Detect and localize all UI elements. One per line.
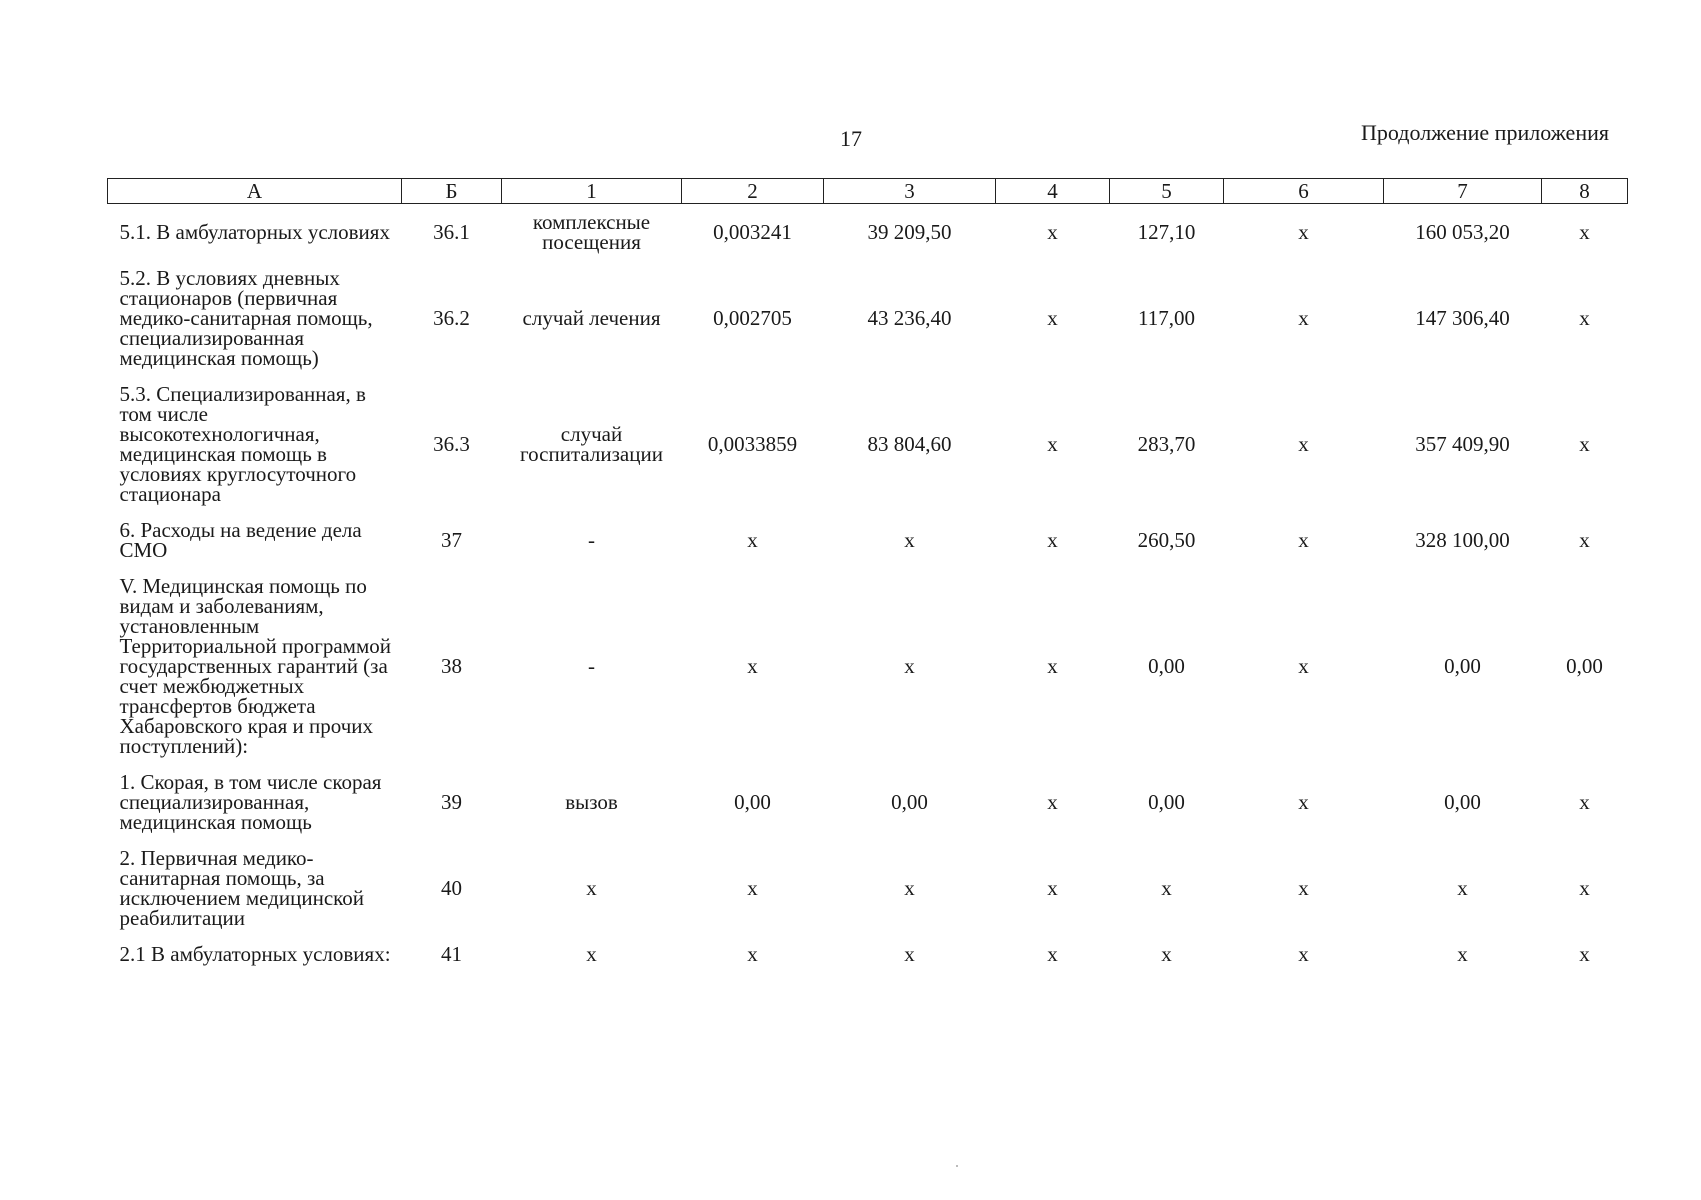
row-unit: комплексные посещения bbox=[532, 210, 651, 254]
row-value: 127,10 bbox=[1137, 220, 1196, 244]
row-code: 37 bbox=[441, 528, 462, 552]
row-value: х bbox=[1047, 942, 1058, 966]
column-header: 3 bbox=[824, 179, 996, 204]
table-row bbox=[108, 204, 1628, 261]
row-value: х bbox=[1047, 876, 1058, 900]
row-value: 160 053,20 bbox=[1415, 220, 1510, 244]
row-value: х bbox=[1579, 790, 1590, 814]
row-value: 0,00 bbox=[734, 790, 771, 814]
row-value: х bbox=[1579, 942, 1590, 966]
table-row bbox=[108, 260, 1628, 376]
row-code: 38 bbox=[441, 654, 462, 678]
row-name: 5.3. Специализированная, в том числе высокотехнологичная, медицинская помощь в условиях круглосуточного стационара bbox=[119, 382, 366, 506]
row-value: х bbox=[1161, 876, 1172, 900]
table-row bbox=[108, 568, 1628, 764]
row-value: х bbox=[747, 876, 758, 900]
row-unit: - bbox=[588, 654, 595, 678]
row-value: 43 236,40 bbox=[867, 306, 952, 330]
row-value: х bbox=[904, 528, 915, 552]
row-value: х bbox=[1298, 790, 1309, 814]
row-code: 39 bbox=[441, 790, 462, 814]
row-name: 2. Первичная медико-санитарная помощь, за исключением медицинской реабилитации bbox=[119, 846, 365, 930]
row-value: х bbox=[1579, 220, 1590, 244]
row-value: 283,70 bbox=[1137, 432, 1196, 456]
row-unit: случай лечения bbox=[522, 306, 661, 330]
column-header: 7 bbox=[1384, 179, 1542, 204]
row-value: х bbox=[1047, 528, 1058, 552]
row-unit: - bbox=[588, 528, 595, 552]
row-value: х bbox=[1298, 432, 1309, 456]
row-value: х bbox=[1298, 306, 1309, 330]
row-unit: вызов bbox=[565, 790, 618, 814]
row-name: 5.2. В условиях дневных стационаров (первичная медико-санитарная помощь, специализированная медицинская помощь) bbox=[119, 266, 373, 370]
row-value: х bbox=[1457, 942, 1468, 966]
row-value: х bbox=[1298, 654, 1309, 678]
row-name: 2.1 В амбулаторных условиях: bbox=[119, 942, 391, 966]
table-row bbox=[108, 764, 1628, 840]
row-value: 0,00 bbox=[1444, 790, 1481, 814]
row-value: х bbox=[904, 654, 915, 678]
row-value: х bbox=[1161, 942, 1172, 966]
row-value: х bbox=[1298, 220, 1309, 244]
row-unit: х bbox=[586, 942, 597, 966]
row-value: 83 804,60 bbox=[867, 432, 952, 456]
row-unit: случай госпитализации bbox=[520, 422, 663, 466]
row-value: 0,00 bbox=[1444, 654, 1481, 678]
row-value: х bbox=[1047, 306, 1058, 330]
row-value: 0,00 bbox=[1148, 654, 1185, 678]
row-value: х bbox=[904, 942, 915, 966]
row-value: х bbox=[747, 654, 758, 678]
row-value: 0,0033859 bbox=[707, 432, 798, 456]
row-value: х bbox=[1579, 528, 1590, 552]
scan-speck bbox=[956, 1165, 958, 1167]
row-code: 40 bbox=[441, 876, 462, 900]
row-value: 117,00 bbox=[1138, 306, 1195, 330]
row-name: 5.1. В амбулаторных условиях bbox=[119, 220, 390, 244]
row-code: 36.1 bbox=[433, 220, 470, 244]
row-value: 39 209,50 bbox=[867, 220, 952, 244]
row-value: х bbox=[1298, 876, 1309, 900]
column-header: 1 bbox=[502, 179, 682, 204]
table-row bbox=[108, 840, 1628, 936]
row-code: 36.2 bbox=[433, 306, 470, 330]
row-value: х bbox=[1579, 432, 1590, 456]
column-header: 8 bbox=[1542, 179, 1628, 204]
table-row bbox=[108, 936, 1628, 972]
row-value: 0,00 bbox=[891, 790, 928, 814]
page-number: 17 bbox=[840, 126, 862, 151]
row-value: х bbox=[904, 876, 915, 900]
row-value: х bbox=[1298, 942, 1309, 966]
row-value: 0,002705 bbox=[713, 306, 792, 330]
row-value: 0,00 bbox=[1566, 654, 1603, 678]
row-name: V. Медицинская помощь по видам и заболеваниям, установленным Территориальной программой государственных гарантий (за счет межбюджетных трансфертов бюджета Хабаровского края и прочих поступлений): bbox=[119, 574, 392, 758]
row-unit: х bbox=[586, 876, 597, 900]
data-table bbox=[107, 178, 1628, 972]
row-value: 0,003241 bbox=[713, 220, 792, 244]
row-value: 0,00 bbox=[1148, 790, 1185, 814]
row-value: х bbox=[1579, 306, 1590, 330]
column-header: 5 bbox=[1110, 179, 1224, 204]
column-header: 2 bbox=[682, 179, 824, 204]
table-row bbox=[108, 376, 1628, 512]
column-header: А bbox=[108, 179, 402, 204]
column-header: 6 bbox=[1224, 179, 1384, 204]
row-value: 357 409,90 bbox=[1415, 432, 1510, 456]
row-code: 36.3 bbox=[433, 432, 470, 456]
row-value: х bbox=[747, 942, 758, 966]
row-value: 147 306,40 bbox=[1415, 306, 1510, 330]
row-value: х bbox=[1298, 528, 1309, 552]
row-value: х bbox=[1579, 876, 1590, 900]
row-value: 260,50 bbox=[1137, 528, 1196, 552]
row-name: 1. Скорая, в том числе скорая специализированная, медицинская помощь bbox=[119, 770, 382, 834]
row-value: 328 100,00 bbox=[1415, 528, 1510, 552]
column-header: Б bbox=[402, 179, 502, 204]
row-value: х bbox=[747, 528, 758, 552]
row-name: 6. Расходы на ведение дела СМО bbox=[119, 518, 362, 562]
column-header: 4 bbox=[996, 179, 1110, 204]
row-value: х bbox=[1047, 790, 1058, 814]
row-code: 41 bbox=[441, 942, 462, 966]
table-header-row bbox=[108, 179, 1628, 204]
table-row bbox=[108, 512, 1628, 568]
row-value: х bbox=[1457, 876, 1468, 900]
continuation-label: Продолжение приложения bbox=[1361, 120, 1609, 145]
row-value: х bbox=[1047, 432, 1058, 456]
row-value: х bbox=[1047, 220, 1058, 244]
row-value: х bbox=[1047, 654, 1058, 678]
